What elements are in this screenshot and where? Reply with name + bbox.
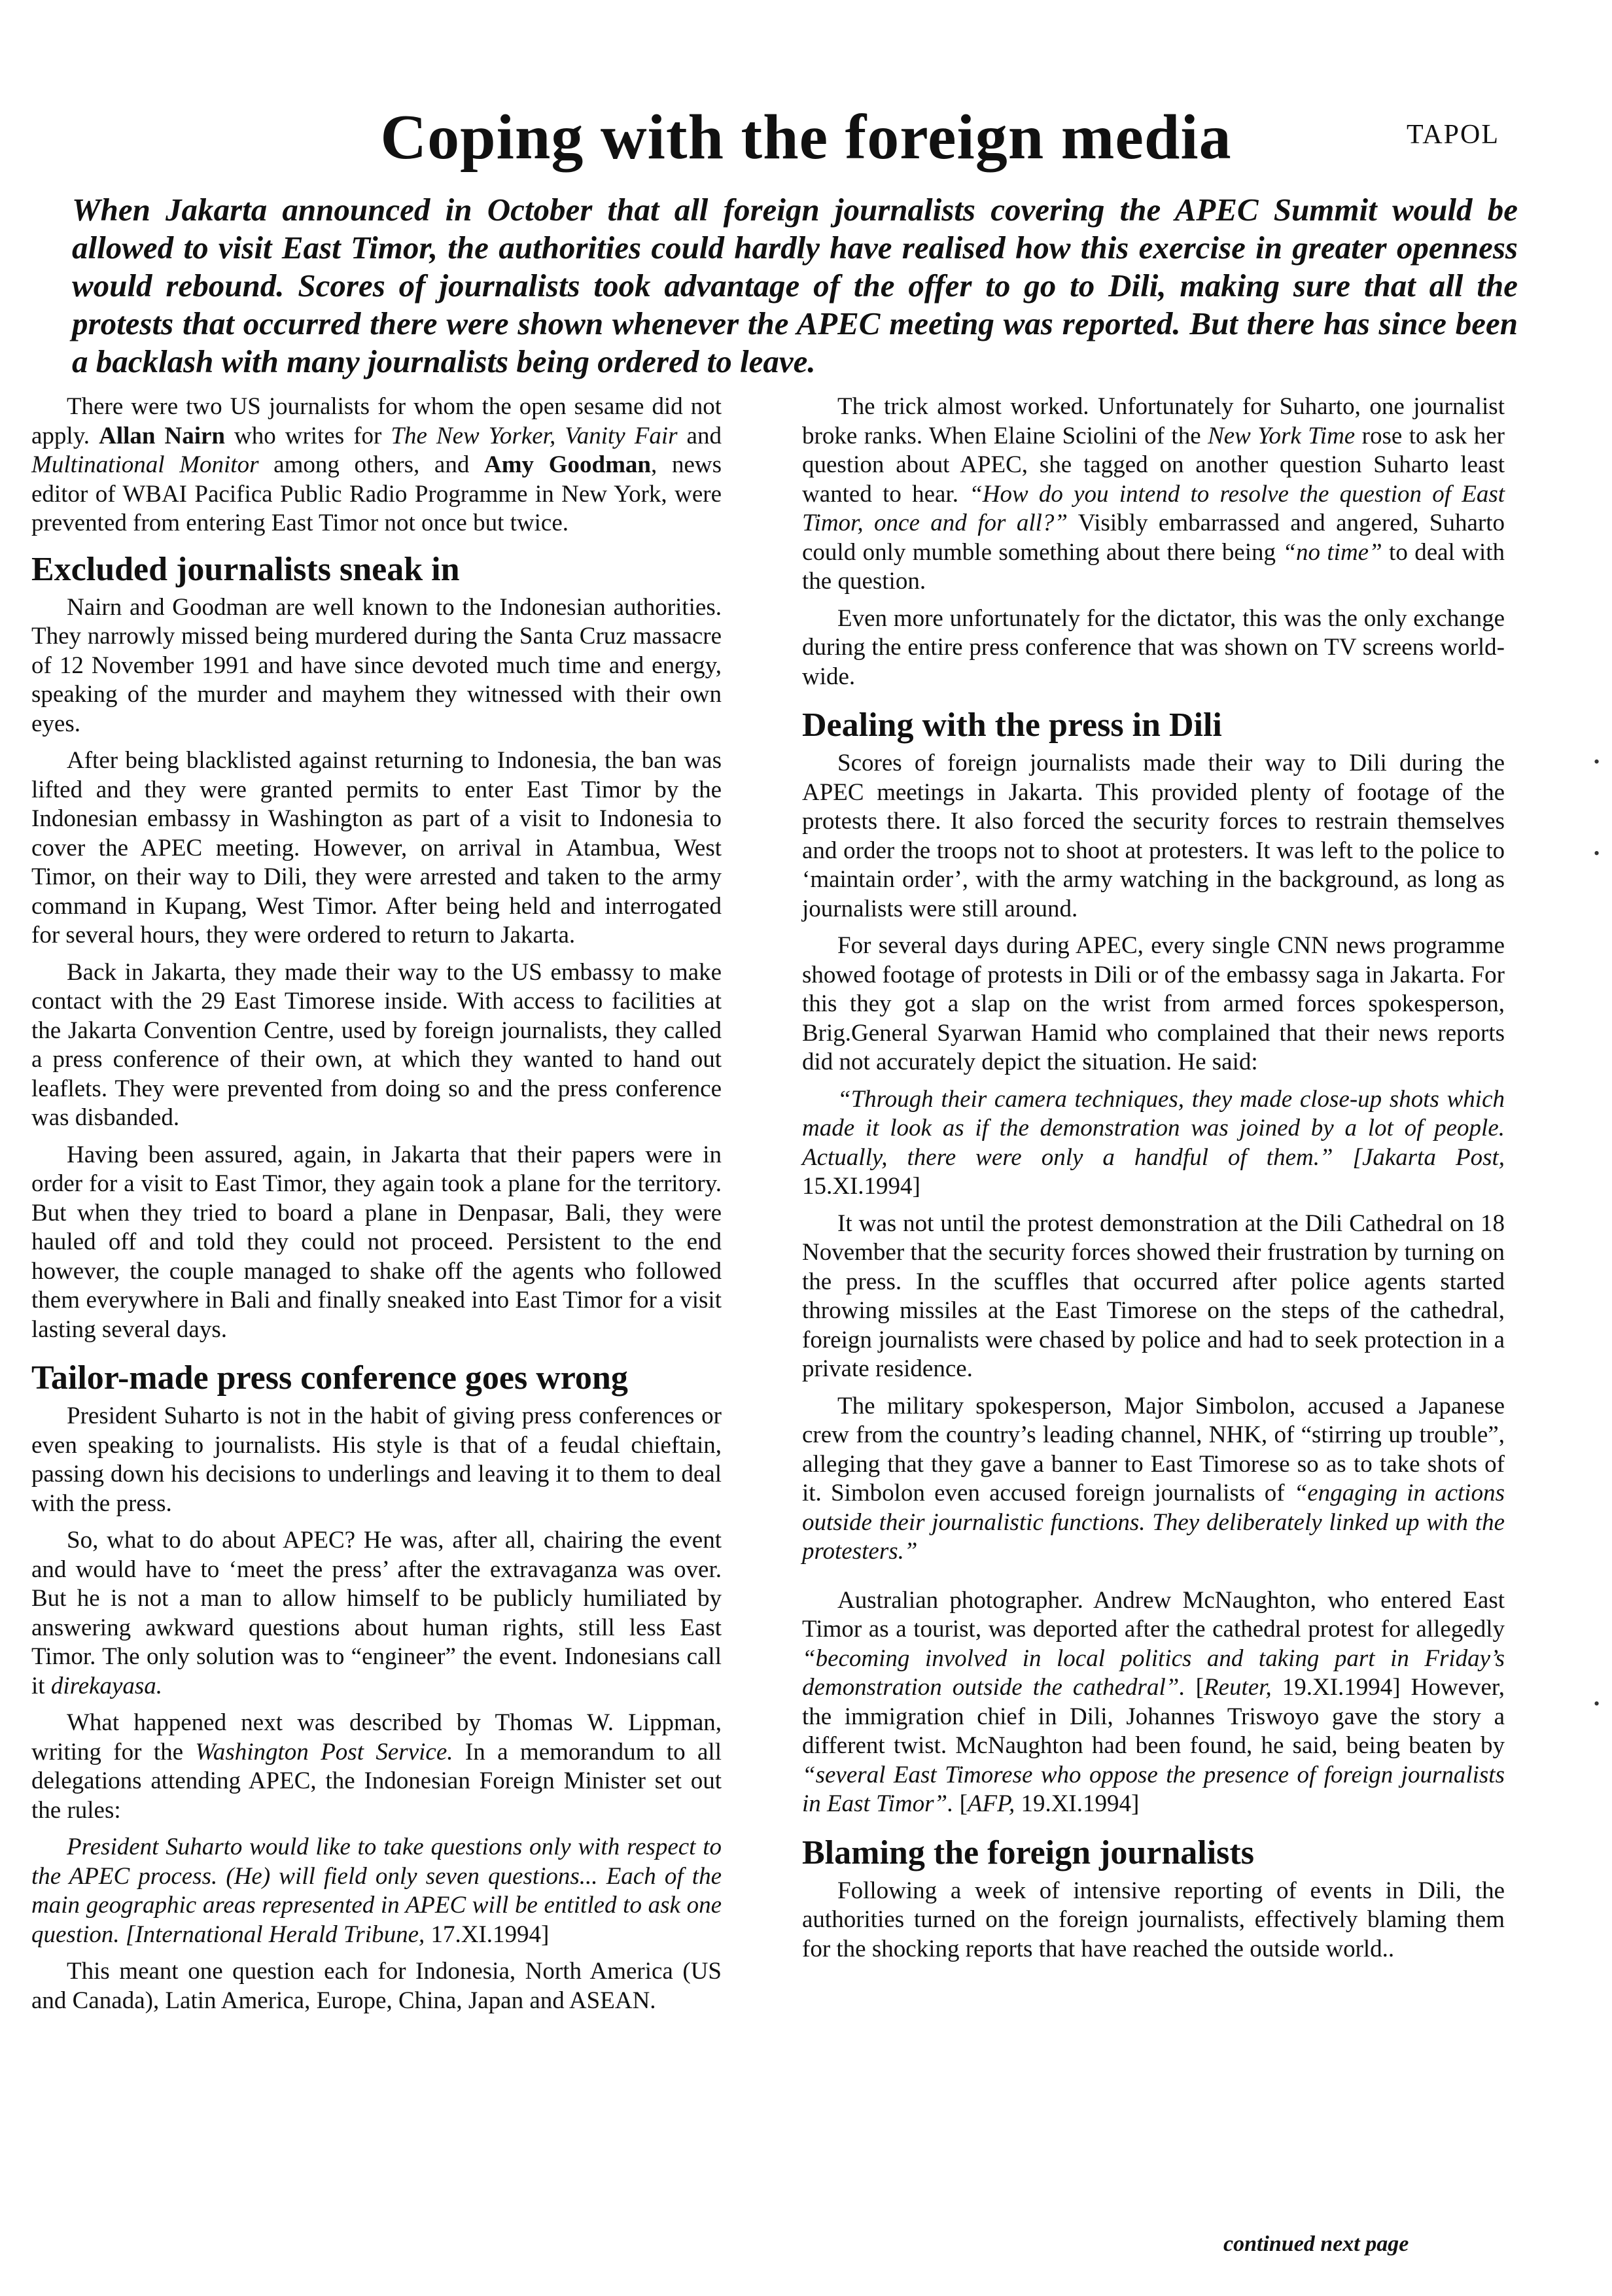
paragraph: The trick almost worked. Unfortunately for Suharto, one journalist broke ranks. When Elaine Sciolini of the New York Time rose to ask her question about APEC, she tagged on another question Suharto least wanted to hear. “How do you intend to resolve the question of East Timor, once and for all?” Visibly embarrassed and angered, Suharto could only mumble something about there being “no time” to deal with the question. (802, 393, 1505, 595)
paragraph: President Suharto is not in the habit of giving press conferences or even speaking to journalists. His style is that of a feudal chieftain, passing down his decisions to underlings and leaving it to them to deal with the press. (31, 1402, 722, 1517)
source-label: TAPOL (1407, 120, 1499, 150)
left-column (31, 392, 722, 2023)
paragraph: The military spokesperson, Major Simbolon, accused a Japanese crew from the country’s leading channel, NHK, of “stirring up trouble”, alleging that they gave a banner to East Timorese so as to take shots of it. Simbolon even accused foreign journalists of “engaging in actions outside their journalistic functions. They deliberately linked up with the protesters.” (802, 1392, 1505, 1565)
paragraph: Following a week of intensive reporting of events in Dili, the authorities turned on the foreign journalists, effectively blaming them for the shocking reports that have reached the outside world.. (802, 1877, 1505, 1962)
paragraph: Australian photographer. Andrew McNaughton, who entered East Timor as a tourist, was deported after the cathedral protest for allegedly “becoming involved in local politics and taking part in Friday’s demonstration outside the cathedral”. [Reuter, 19.XI.1994] However, the immigration chief in Dili, Johannes Triswoyo gave the story a different twist. McNaughton had been found, he said, being beaten by “several East Timorese who oppose the presence of foreign journalists in East Timor”. [AFP, 19.XI.1994] (802, 1586, 1505, 1817)
paragraph: Having been assured, again, in Jakarta that their papers were in order for a visit to East Timor, they again took a plane for the territory. But when they tried to board a plane in Denpasar, Bali, they were hauled off and told they could not proceed. Persistent to the end however, the couple managed to shake off the agents who followed them everywhere in Bali and finally sneaked into East Timor for a visit lasting several days. (31, 1141, 722, 1343)
scan-speck: • (1594, 1694, 1600, 1713)
scan-speck: • (1594, 752, 1600, 771)
section-heading: Tailor-made press conference goes wrong (31, 1359, 628, 1397)
paragraph: Even more unfortunately for the dictator, this was the only exchange during the entire press conference that was shown on TV screens world-wide. (802, 604, 1505, 690)
continued-label: continued next page (1223, 2232, 1409, 2256)
paragraph: Nairn and Goodman are well known to the Indonesian authorities. They narrowly missed being murdered during the Santa Cruz massacre of 12 November 1991 and have since devoted much time and energy, speaking of the murder and mayhem they witnessed with their own eyes. (31, 593, 722, 737)
section-heading: Blaming the foreign journalists (802, 1834, 1254, 1871)
paragraph: So, what to do about APEC? He was, after all, chairing the event and would have to ‘meet the press’ after the extravaganza was over. But he is not a man to allow himself to be publicly humiliated by answering awkward questions about human rights, still less East Timor. The only solution was to “engineer” the event. Indonesians call it direkayasa. (31, 1527, 722, 1699)
section-heading: Excluded journalists sneak in (31, 550, 460, 588)
right-column (802, 392, 1505, 1972)
paragraph: Back in Jakarta, they made their way to the US embassy to make contact with the 29 East Timorese inside. With access to facilities at the Jakarta Convention Centre, used by foreign journalists, they called a press conference of their own, at which they wanted to hand out leaflets. They were prevented from doing so and the press conference was disbanded. (31, 958, 722, 1131)
paragraph: There were two US journalists for whom the open sesame did not apply. Allan Nairn who writes for The New Yorker, Vanity Fair and Multinational Monitor among others, and Amy Goodman, news editor of WBAI Pacifica Public Radio Programme in New York, were prevented from entering East Timor not once but twice. (31, 393, 722, 536)
block-quote: “Through their camera techniques, they made close-up shots which made it look as if the demonstration was joined by a lot of people. Actually, there were only a handful of them.” [Jakarta Post, 15.XI.1994] (802, 1085, 1505, 1200)
article-title: Coping with the foreign media (380, 102, 1232, 173)
paragraph: After being blacklisted against returning to Indonesia, the ban was lifted and they were granted permits to enter East Timor by the Indonesian embassy in Washington as part of a visit to Indonesia to cover the APEC meeting. However, on arrival in Atambua, West Timor, on their way to Dili, they were arrested and taken to the army command in Kupang, West Timor. After being held and interrogated for several hours, they were ordered to return to Jakarta. (31, 747, 722, 948)
scan-speck: • (1594, 844, 1600, 863)
section-heading: Dealing with the press in Dili (802, 706, 1222, 744)
block-quote: President Suharto would like to take questions only with respect to the APEC process. (He) will field only seven questions... Each of the main geographic areas represented in APEC will be entitled to ask one question. [International Herald Tribune, 17.XI.1994] (31, 1834, 722, 1948)
paragraph: This meant one question each for Indonesia, North America (US and Canada), Latin America, Europe, China, Japan and ASEAN. (31, 1958, 722, 2014)
paragraph: For several days during APEC, every single CNN news programme showed footage of protests in Dili or of the embassy saga in Jakarta. For this they got a slap on the wrist from armed forces spokesperson, Brig.General Syarwan Hamid who complained that their news reports did not accurately depict the situation. He said: (802, 932, 1505, 1075)
paragraph: What happened next was described by Thomas W. Lippman, writing for the Washington Post Service. In a memorandum to all delegations attending APEC, the Indonesian Foreign Minister set out the rules: (31, 1709, 722, 1824)
intro-lead: When Jakarta announced in October that all foreign journalists covering the APEC Summit would be allowed to visit East Timor, the authorities could hardly have realised how this exercise in greater openness would rebound. Scores of journalists took advantage of the offer to go to Dili, making sure that all the protests that occurred there were shown whenever the APEC meeting was reported. But there has since been a backlash with many journalists being ordered to leave. (72, 192, 1518, 379)
paragraph: It was not until the protest demonstration at the Dili Cathedral on 18 November that the security forces showed their frustration by turning on the press. In the scuffles that occurred after police agents started throwing missiles at the East Timorese on the steps of the cathedral, foreign journalists were chased by police and had to seek protection in a private residence. (802, 1209, 1505, 1382)
paragraph: Scores of foreign journalists made their way to Dili during the APEC meetings in Jakarta. This provided plenty of footage of the protests there. It also forced the security forces to restrain themselves and order the troops not to shoot at protesters. It was left to the police to ‘maintain order’, with the army watching in the background, as long as journalists were still around. (802, 750, 1505, 922)
